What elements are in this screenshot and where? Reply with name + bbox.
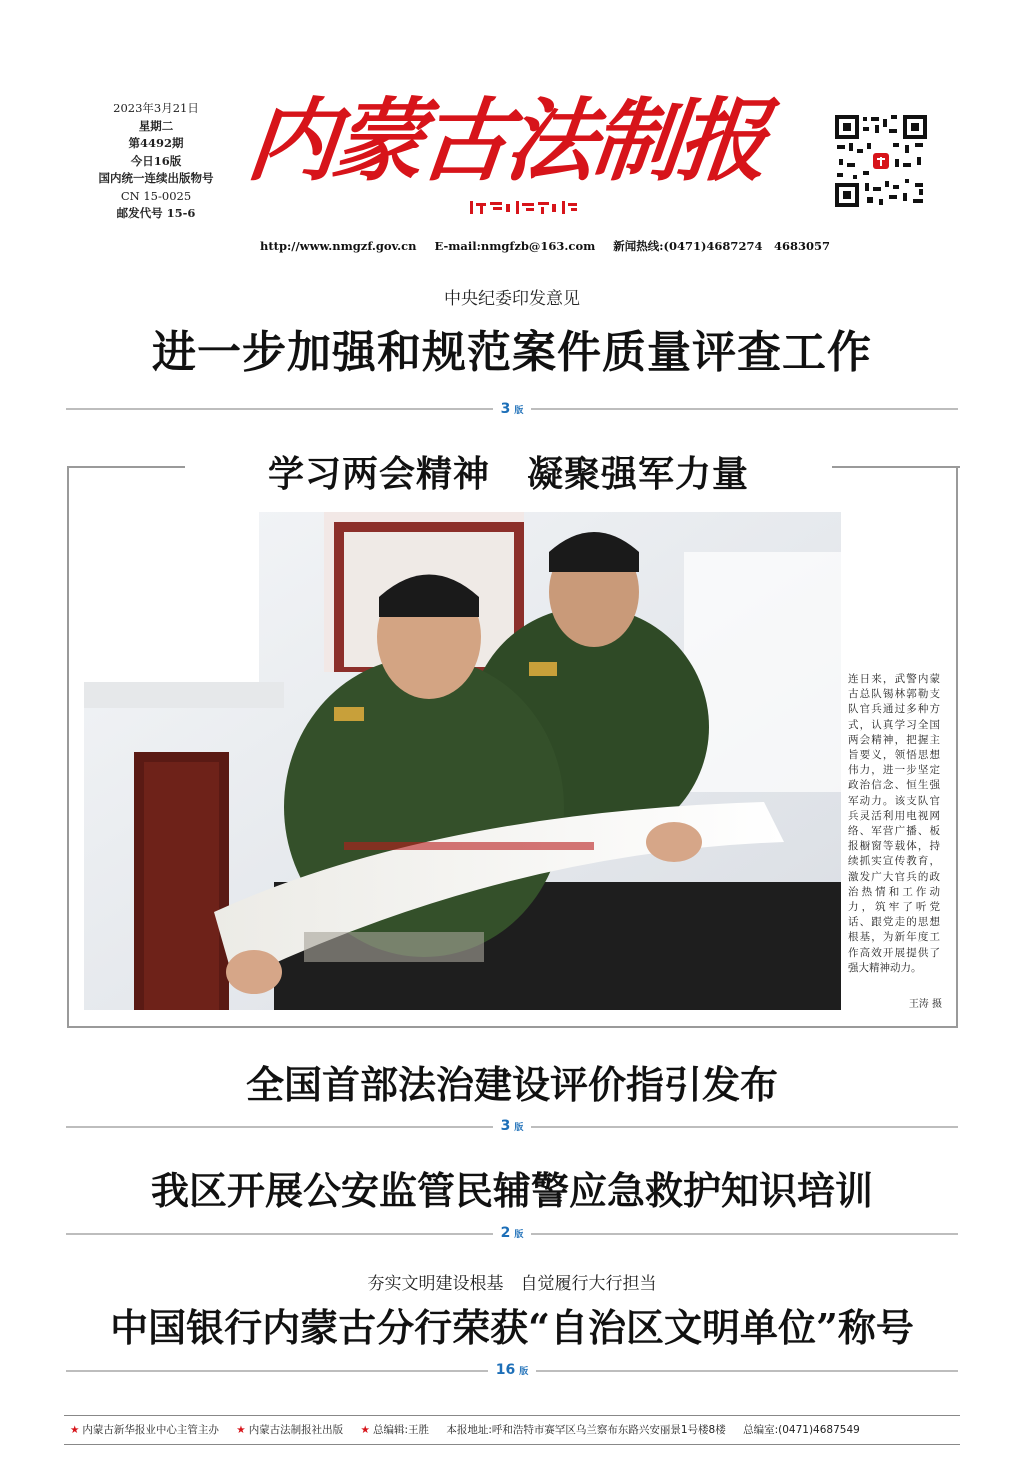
news-hotline: 新闻热线:(0471)4687274 4683057: [613, 239, 830, 253]
star-icon: ★: [70, 1424, 80, 1436]
story4-kicker: 夯实文明建设根基 自觉履行大行担当: [367, 1274, 657, 1294]
issue-pages: 今日16版: [130, 153, 182, 168]
qr-code[interactable]: [833, 113, 929, 209]
page-number: 16: [488, 1362, 519, 1378]
footer-rule-bottom: [64, 1444, 960, 1445]
footer-item: ★ 内蒙古法制报社出版: [236, 1424, 344, 1436]
footer-item: ★ 总编辑:王胜: [360, 1424, 429, 1436]
frame-top-left: [67, 466, 185, 468]
story2-headline[interactable]: 全国首部法治建设评价指引发布: [245, 1062, 778, 1107]
photo-caption: 连日来，武警内蒙古总队锡林郭勒支队官兵通过多种方式，认真学习全国两会精神，把握主旨要义，领悟思想伟力，进一步坚定政治信念、恒生强军动力。该支队官兵灵活利用电视网络、军营广播、板报橱窗等载体，持续抓实宣传教育，激发广大官兵的政治热情和工作动力，筑牢了听党话、跟党走的思想根基，为新年度工作高效开展提供了强大精神动力。: [848, 673, 940, 974]
email-address[interactable]: E-mail:nmgfzb@163.com: [434, 239, 596, 253]
mongolian-script-logo: [440, 198, 610, 216]
serial-label: 国内统一连续出版物号: [98, 171, 214, 185]
page-suffix: 版: [519, 1367, 536, 1377]
cn-number: CN 15-0025: [120, 188, 192, 203]
story4-headline[interactable]: 中国银行内蒙古分行荣获“自治区文明单位”称号: [110, 1305, 914, 1350]
story3-page-ref[interactable]: [0, 1222, 1024, 1241]
photo-credit: 王涛 摄: [908, 999, 942, 1010]
issue-weekday: 星期二: [138, 118, 174, 133]
postal-code: 邮发代号 15-6: [116, 206, 196, 220]
footer-rule-top: [64, 1415, 960, 1416]
page-suffix: 版: [514, 1123, 531, 1133]
star-icon: ★: [360, 1424, 370, 1436]
footer-item: ★ 内蒙古新华报业中心主管主办: [70, 1424, 219, 1436]
website-link[interactable]: http://www.nmgzf.gov.cn: [260, 239, 417, 253]
issue-info: [86, 100, 226, 223]
footer: [70, 1422, 960, 1437]
newspaper-logo: 内蒙古法制报: [242, 88, 770, 194]
story2-page-ref[interactable]: [0, 1115, 1024, 1134]
star-icon: ★: [236, 1424, 246, 1436]
frame-top-right: [832, 466, 960, 468]
issue-date: 2023年3月21日: [113, 101, 199, 115]
footer-address: 本报地址:呼和浩特市赛罕区乌兰察布东路兴安丽景1号楼8楼: [446, 1424, 726, 1436]
photo-feature-title: 学习两会精神 凝聚强军力量: [267, 453, 749, 495]
page-suffix: 版: [514, 406, 531, 416]
contact-line: [260, 238, 844, 254]
issue-number: 第4492期: [128, 136, 184, 150]
page-suffix: 版: [514, 1230, 531, 1240]
story1-page-ref[interactable]: [0, 398, 1024, 417]
story1-kicker: 中央纪委印发意见: [444, 289, 580, 309]
story1-headline[interactable]: 进一步加强和规范案件质量评查工作: [152, 327, 872, 378]
soldiers-reading-photo[interactable]: [84, 512, 841, 1010]
story3-headline[interactable]: 我区开展公安监管民辅警应急救护知识培训: [150, 1168, 873, 1213]
page-number: 3: [493, 1118, 515, 1134]
page-number: 3: [493, 401, 515, 417]
footer-office-phone: 总编室:(0471)4687549: [743, 1424, 860, 1436]
page-number: 2: [493, 1225, 515, 1241]
story4-page-ref[interactable]: [0, 1359, 1024, 1378]
